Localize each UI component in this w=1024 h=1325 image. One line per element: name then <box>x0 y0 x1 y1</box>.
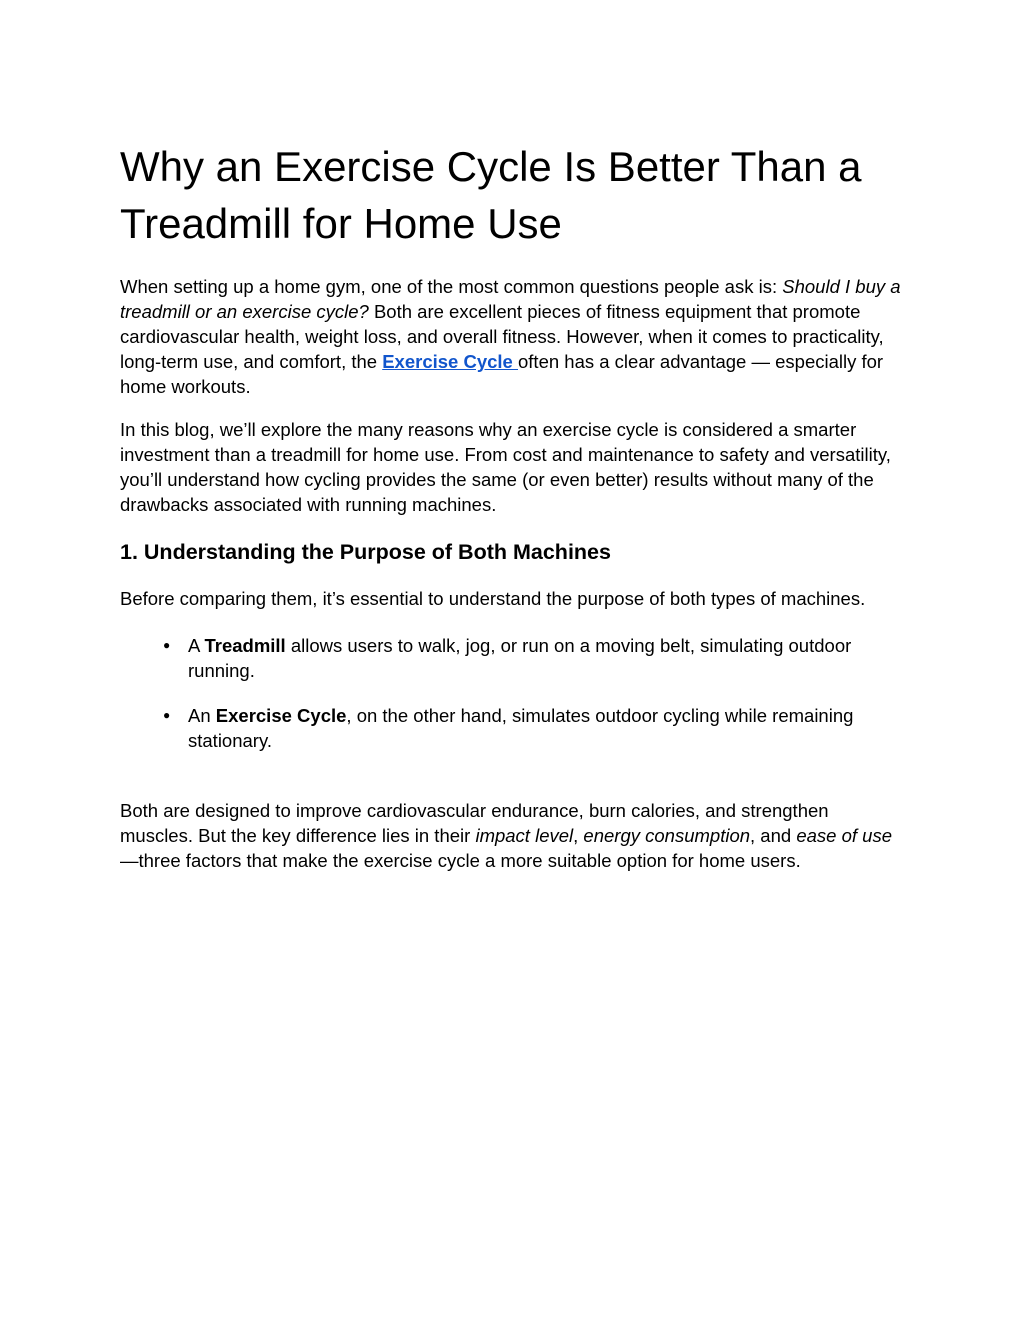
list-item-exercise-cycle <box>120 703 904 753</box>
blog-overview-paragraph: In this blog, we’ll explore the many reasons why an exercise cycle is considered a smarter investment than a treadmill for home use. From cost and maintenance to safety and versatility, you’ll understand how cycling provides the same (or even better) results without many of the drawbacks associated with running machines. <box>120 419 891 515</box>
closing-text-4: —three factors that make the exercise cycle a more suitable option for home users. <box>120 850 801 871</box>
closing-italic-impact-level: impact level <box>475 825 574 846</box>
list-item-treadmill <box>120 633 904 683</box>
closing-paragraph <box>120 798 904 873</box>
treadmill-item-rest: allows users to walk, jog, or run on a moving belt, simulating outdoor running. <box>188 635 852 681</box>
closing-text-2: , <box>573 825 584 846</box>
section-1-lead: Before comparing them, it’s essential to understand the purpose of both types of machines. <box>120 588 866 609</box>
machine-purpose-list <box>120 633 904 753</box>
intro-paragraph <box>120 274 904 399</box>
intro-text-2: Both are excellent pieces of fitness equipment that promote cardiovascular health, weight loss, and overall fitness. However, when it comes to practicality, long-term use, and comfort, the <box>120 301 884 372</box>
intro-text-1: When setting up a home gym, one of the most common questions people ask is: <box>120 276 783 297</box>
bullet-icon: ● <box>163 708 171 722</box>
document-title: Why an Exercise Cycle Is Better Than a Treadmill for Home Use <box>120 143 862 247</box>
closing-italic-ease-of-use: ease of use <box>796 825 892 846</box>
cycle-item-bold: Exercise Cycle <box>215 705 347 726</box>
exercise-cycle-link[interactable]: Exercise Cycle <box>382 351 518 372</box>
treadmill-item-bold: Treadmill <box>204 635 286 656</box>
cycle-item-rest: , on the other hand, simulates outdoor cycling while remaining stationary. <box>188 705 854 751</box>
cycle-item-prefix: An <box>188 705 216 726</box>
intro-italic-question: Should I buy a treadmill or an exercise cycle? <box>120 276 901 322</box>
closing-text-1: Both are designed to improve cardiovascular endurance, burn calories, and strengthen muscles. But the key difference lies in their <box>120 800 829 846</box>
treadmill-item-prefix: A <box>188 635 205 656</box>
section-1-heading: 1. Understanding the Purpose of Both Machines <box>120 540 611 564</box>
bullet-icon: ● <box>163 638 171 652</box>
closing-italic-energy-consumption: energy consumption <box>583 825 751 846</box>
closing-text-3: , and <box>750 825 797 846</box>
intro-text-3: often has a clear advantage — especially for home workouts. <box>120 351 884 397</box>
